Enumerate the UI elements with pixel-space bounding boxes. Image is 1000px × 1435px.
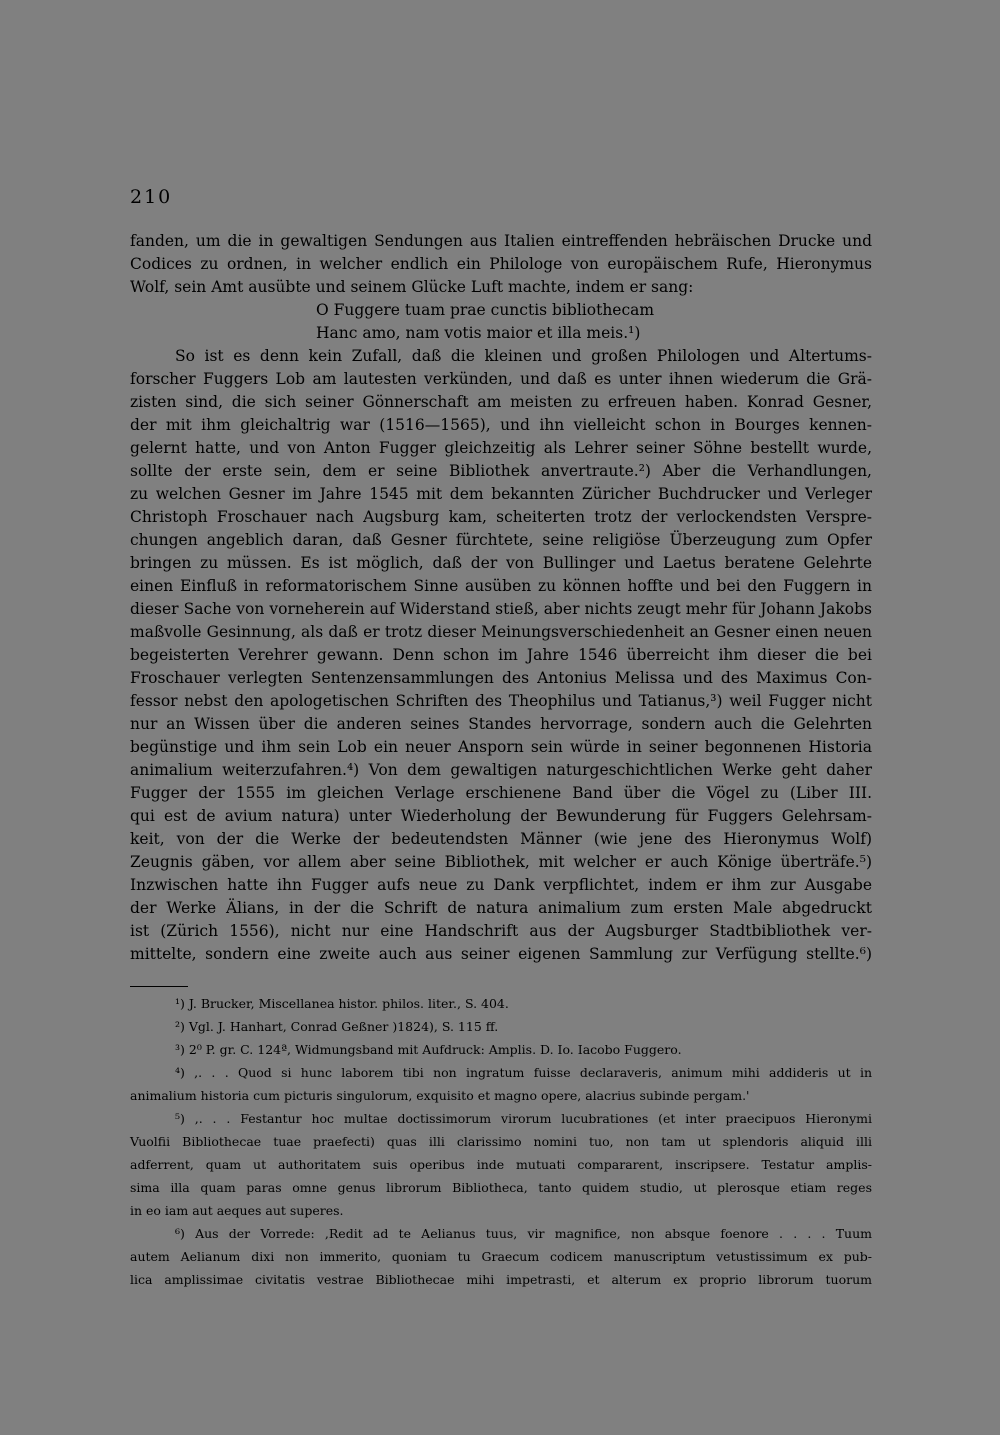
body-line: zu welchen Gesner im Jahre 1545 mit dem bekannten Züricher Buchdrucker und Verleger [130,485,872,503]
body-line: Wolf, sein Amt ausübte und seinem Glücke Luft machte, indem er sang: [130,278,694,296]
footnote-line: Vuolfii Bibliothecae tuae praefecti) quas illi clarissimo nomini tuo, non tam ut splendoris aliquid illi [130,1134,872,1149]
footnote-line: ¹) J. Brucker, Miscellanea histor. philos. liter., S. 404. [175,996,509,1011]
footnote-line: lica amplissimae civitatis vestrae Bibliothecae mihi impetrasti, et alterum ex proprio librorum tuorum [130,1272,872,1287]
body-line: nur an Wissen über die anderen seines Standes hervorrage, sondern auch die Gelehrten [130,715,872,733]
footnote-line: adferrent, quam ut authoritatem suis operibus inde mutuati compararent, inscripsere. Testatur amplis- [130,1157,872,1172]
footnote-line: ⁶) Aus der Vorrede: ,Redit ad te Aelianus tuus, vir magnifice, non absque foenore . . . . Tuum [175,1226,872,1241]
footnote-line: ⁵) ,. . . Festantur hoc multae doctissimorum virorum lucubrationes (et inter praecipuos Hieronymi [175,1111,872,1126]
body-line: maßvolle Gesinnung, als daß er trotz dieser Meinungsverschiedenheit an Gesner einen neuen [130,623,872,641]
footnote-line: animalium historia cum picturis singulorum, exquisito et magno opere, alacrius subinde pergam.' [130,1088,750,1103]
body-line: Christoph Froschauer nach Augsburg kam, scheiterten trotz der verlockendsten Verspre- [130,508,872,526]
body-text [130,230,872,966]
body-line: qui est de avium natura) unter Wiederholung der Bewunderung für Fuggers Gelehrsam- [130,807,872,825]
body-line: forscher Fuggers Lob am lautesten verkünden, und daß es unter ihnen wiederum die Grä- [130,370,872,388]
footnotes [130,994,872,1293]
body-line: mittelte, sondern eine zweite auch aus seiner eigenen Sammlung zur Verfügung stellte.⁶) [130,945,872,963]
body-line: Zeugnis gäben, vor allem aber seine Bibliothek, mit welcher er auch Könige überträfe.⁵) [130,853,872,871]
body-line: So ist es denn kein Zufall, daß die kleinen und großen Philologen und Altertums- [175,347,872,365]
body-line: chungen angeblich daran, daß Gesner fürchtete, seine religiöse Überzeugung zum Opfer [130,531,872,549]
body-line: der mit ihm gleichaltrig war (1516—1565), und ihn vielleicht schon in Bourges kennen- [130,416,872,434]
body-line: Hanc amo, nam votis maior et illa meis.¹) [316,324,641,342]
body-line: Fugger der 1555 im gleichen Verlage erschienene Band über die Vögel zu (Liber III. [130,784,872,802]
body-line: keit, von der die Werke der bedeutendsten Männer (wie jene des Hieronymus Wolf) [130,830,872,848]
body-line: der Werke Älians, in der die Schrift de natura animalium zum ersten Male abgedruckt [130,899,872,917]
body-line: fanden, um die in gewaltigen Sendungen aus Italien eintreffenden hebräischen Drucke und [130,232,872,250]
footnote-line: ³) 2⁰ P. gr. C. 124ª, Widmungsband mit Aufdruck: Amplis. D. Io. Iacobo Fuggero. [175,1042,682,1057]
body-line: O Fuggere tuam prae cunctis bibliothecam [316,301,655,319]
body-line: zisten sind, die sich seiner Gönnerschaft am meisten zu erfreuen haben. Konrad Gesner, [130,393,872,411]
body-line: animalium weiterzufahren.⁴) Von dem gewaltigen naturgeschichtlichen Werke geht daher [130,761,872,779]
body-line: fessor nebst den apologetischen Schriften des Theophilus und Tatianus,³) weil Fugger nicht [130,692,872,710]
body-line: bringen zu müssen. Es ist möglich, daß der von Bullinger und Laetus beratene Gelehrte [130,554,872,572]
footnote-line: sima illa quam paras omne genus librorum Bibliotheca, tanto quidem studio, ut plerosque etiam reges [130,1180,872,1195]
footnote-line: ²) Vgl. J. Hanhart, Conrad Geßner )1824), S. 115 ff. [175,1019,499,1034]
footnote-line: autem Aelianum dixi non immerito, quoniam tu Graecum codicem manuscriptum vetustissimum ex pub- [130,1249,872,1264]
body-line: Codices zu ordnen, in welcher endlich ein Philologe von europäischem Rufe, Hieronymus [130,255,872,273]
body-line: Inzwischen hatte ihn Fugger aufs neue zu Dank verpflichtet, indem er ihm zur Ausgabe [130,876,872,894]
body-line: Froschauer verlegten Sentenzensammlungen des Antonius Melissa und des Maximus Con- [130,669,872,687]
body-line: dieser Sache von vorneherein auf Widerstand stieß, aber nichts zeugt mehr für Johann Jakobs [130,600,872,618]
body-line: sollte der erste sein, dem er seine Bibliothek anvertraute.²) Aber die Verhandlungen, [130,462,872,480]
footnote-line: in eo iam aut aeques aut superes. [130,1203,344,1218]
body-line: gelernt hatte, und von Anton Fugger gleichzeitig als Lehrer seiner Söhne bestellt wurde, [130,439,872,457]
body-line: begeisterten Verehrer gewann. Denn schon im Jahre 1546 überreicht ihm dieser die bei [130,646,872,664]
body-line: begünstige und ihm sein Lob ein neuer Ansporn sein würde in seiner begonnenen Historia [130,738,872,756]
body-line: einen Einfluß in reformatorischem Sinne ausüben zu können hoffte und bei den Fuggern in [130,577,872,595]
page-number: 210 [130,186,173,208]
footnote-rule [130,986,188,987]
body-line: ist (Zürich 1556), nicht nur eine Handschrift aus der Augsburger Stadtbibliothek ver- [130,922,872,940]
footnote-line: ⁴) ,. . . Quod si hunc laborem tibi non ingratum fuisse declaraveris, animum mihi addideris ut in [175,1065,872,1080]
